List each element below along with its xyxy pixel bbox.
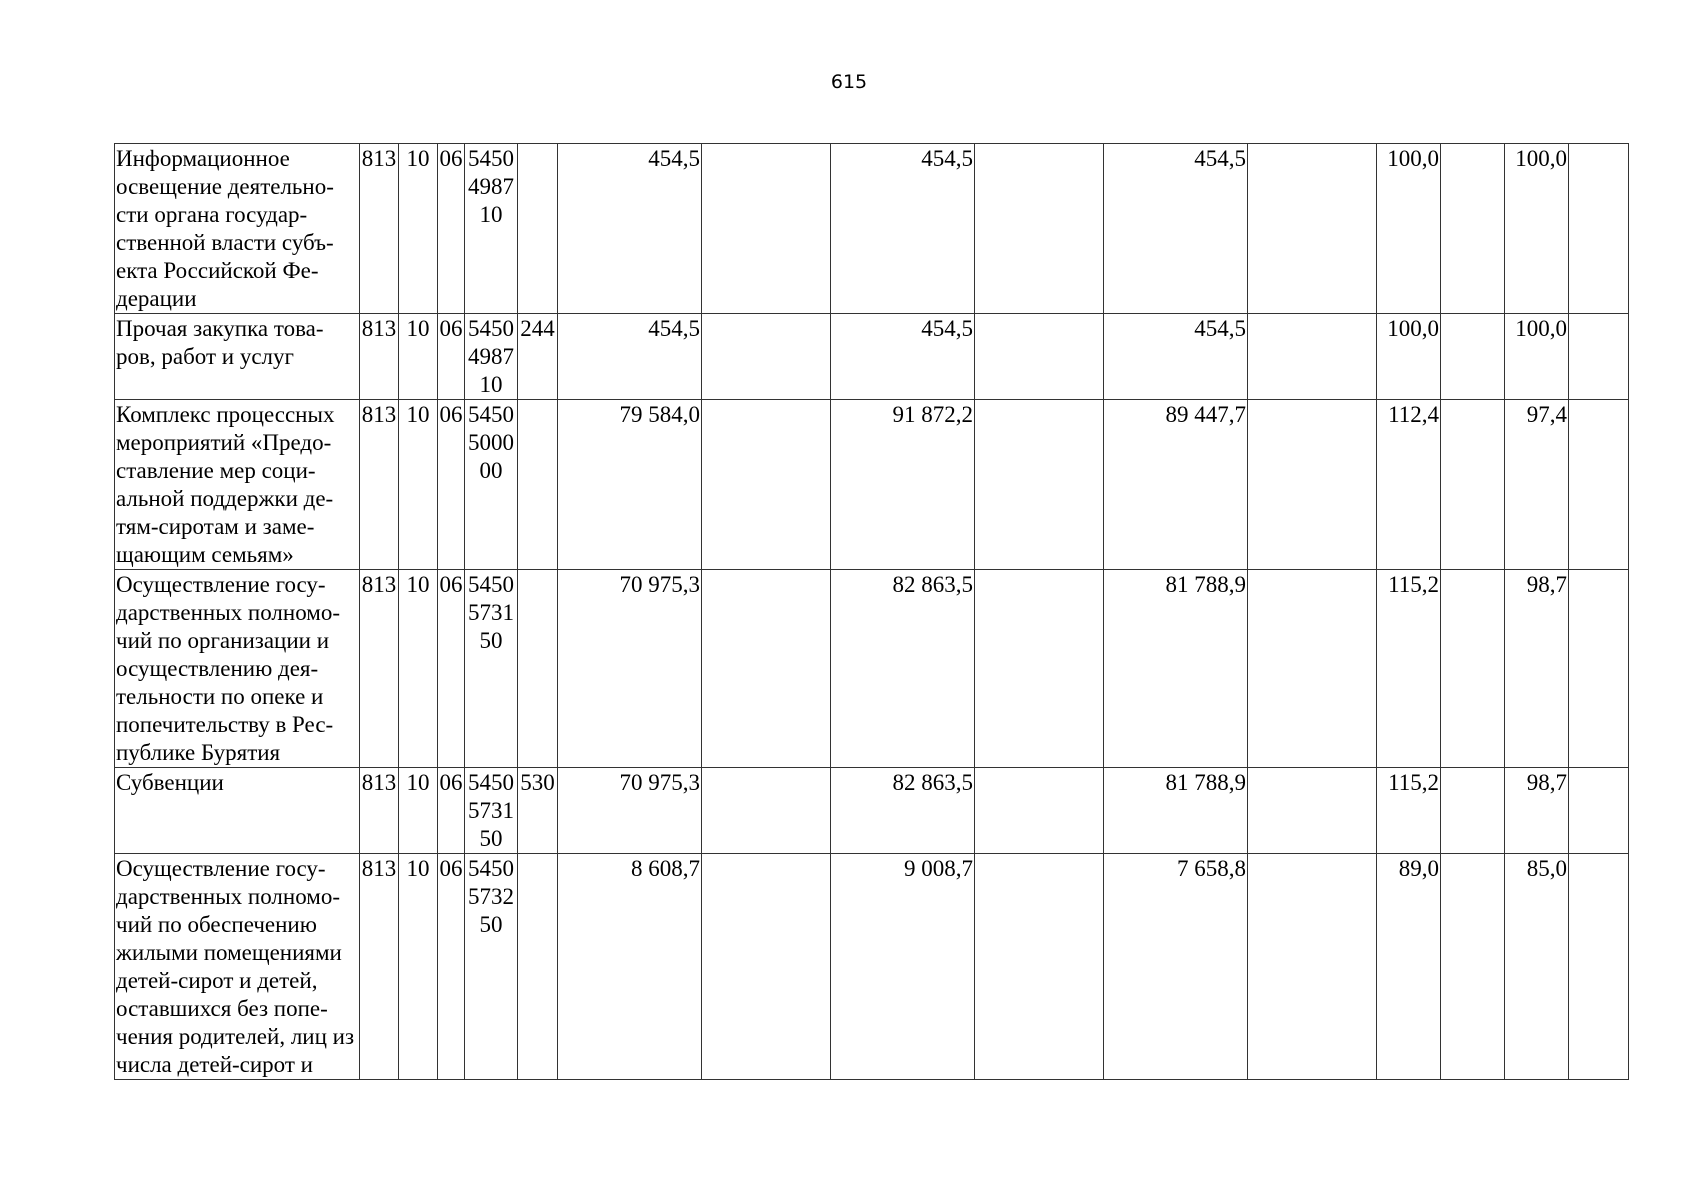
expense-type-code [518,400,558,570]
section-code: 10 [399,144,438,314]
table-row [115,400,1629,570]
section-code: 10 [399,570,438,768]
target-article-code: 54504987 10 [465,314,518,400]
percent-of-approved: 89,0 [1377,854,1441,1080]
grbs-code: 813 [360,400,399,570]
budget-table [114,143,1629,1080]
empty-cell [702,854,831,1080]
table-row [115,854,1629,1080]
percent-of-approved: 112,4 [1377,400,1441,570]
percent-of-revised: 85,0 [1505,854,1569,1080]
section-code: 10 [399,314,438,400]
value-executed: 454,5 [1104,144,1248,314]
empty-cell [1569,400,1629,570]
target-article-code: 54505731 50 [465,570,518,768]
row-name: Субвенции [115,768,360,854]
row-name: Осуществление госу-дарственных полномо-чий по организации и осуществлению дея-тельности по опеке и попечительству в Рес-публике Бурятия [115,570,360,768]
value-approved: 454,5 [558,314,702,400]
empty-cell [1248,314,1377,400]
empty-cell [702,144,831,314]
table-row [115,768,1629,854]
expense-type-code [518,144,558,314]
percent-of-approved: 115,2 [1377,768,1441,854]
empty-cell [1248,854,1377,1080]
empty-cell [702,570,831,768]
empty-cell [975,144,1104,314]
value-revised: 454,5 [831,314,975,400]
grbs-code: 813 [360,768,399,854]
grbs-code: 813 [360,314,399,400]
value-revised: 91 872,2 [831,400,975,570]
row-name: Прочая закупка това-ров, работ и услуг [115,314,360,400]
grbs-code: 813 [360,144,399,314]
empty-cell [1569,768,1629,854]
empty-cell [1441,570,1505,768]
empty-cell [975,570,1104,768]
empty-cell [1248,400,1377,570]
grbs-code: 813 [360,854,399,1080]
percent-of-revised: 100,0 [1505,144,1569,314]
empty-cell [1441,768,1505,854]
table-row [115,570,1629,768]
value-revised: 454,5 [831,144,975,314]
empty-cell [975,854,1104,1080]
empty-cell [975,314,1104,400]
value-executed: 81 788,9 [1104,768,1248,854]
section-code: 10 [399,854,438,1080]
value-revised: 82 863,5 [831,768,975,854]
percent-of-approved: 115,2 [1377,570,1441,768]
percent-of-approved: 100,0 [1377,314,1441,400]
empty-cell [702,400,831,570]
empty-cell [1248,570,1377,768]
target-article-code: 54505731 50 [465,768,518,854]
empty-cell [1441,144,1505,314]
target-article-code: 54505000 00 [465,400,518,570]
percent-of-revised: 100,0 [1505,314,1569,400]
target-article-code: 54504987 10 [465,144,518,314]
percent-of-revised: 97,4 [1505,400,1569,570]
empty-cell [1569,314,1629,400]
value-approved: 454,5 [558,144,702,314]
expense-type-code: 244 [518,314,558,400]
page-number: 615 [830,71,868,93]
percent-of-approved: 100,0 [1377,144,1441,314]
row-name: Осуществление госу-дарственных полномо-чий по обеспечению жилыми помещениями детей-сирот и детей, оставшихся без попе-чения родителей, лиц из числа детей-сирот и [115,854,360,1080]
subsection-code: 06 [438,144,465,314]
empty-cell [1248,768,1377,854]
table-row [115,314,1629,400]
percent-of-revised: 98,7 [1505,570,1569,768]
value-approved: 8 608,7 [558,854,702,1080]
empty-cell [1569,570,1629,768]
subsection-code: 06 [438,768,465,854]
value-approved: 70 975,3 [558,570,702,768]
table-row [115,144,1629,314]
expense-type-code [518,854,558,1080]
value-executed: 454,5 [1104,314,1248,400]
subsection-code: 06 [438,314,465,400]
value-executed: 81 788,9 [1104,570,1248,768]
empty-cell [975,768,1104,854]
grbs-code: 813 [360,570,399,768]
value-approved: 79 584,0 [558,400,702,570]
value-approved: 70 975,3 [558,768,702,854]
row-name: Комплекс процессных мероприятий «Предо-ставление мер соци-альной поддержки де-тям-сиротам и заме-щающим семьям» [115,400,360,570]
empty-cell [1569,144,1629,314]
subsection-code: 06 [438,854,465,1080]
empty-cell [1441,854,1505,1080]
row-name: Информационное освещение деятельно-сти органа государ-ственной власти субъ-екта Российской Фе-дерации [115,144,360,314]
section-code: 10 [399,768,438,854]
value-revised: 82 863,5 [831,570,975,768]
expense-type-code [518,570,558,768]
target-article-code: 54505732 50 [465,854,518,1080]
empty-cell [1441,400,1505,570]
empty-cell [702,768,831,854]
subsection-code: 06 [438,400,465,570]
subsection-code: 06 [438,570,465,768]
value-revised: 9 008,7 [831,854,975,1080]
empty-cell [1569,854,1629,1080]
expense-type-code: 530 [518,768,558,854]
value-executed: 7 658,8 [1104,854,1248,1080]
value-executed: 89 447,7 [1104,400,1248,570]
empty-cell [702,314,831,400]
empty-cell [1441,314,1505,400]
empty-cell [1248,144,1377,314]
percent-of-revised: 98,7 [1505,768,1569,854]
section-code: 10 [399,400,438,570]
empty-cell [975,400,1104,570]
